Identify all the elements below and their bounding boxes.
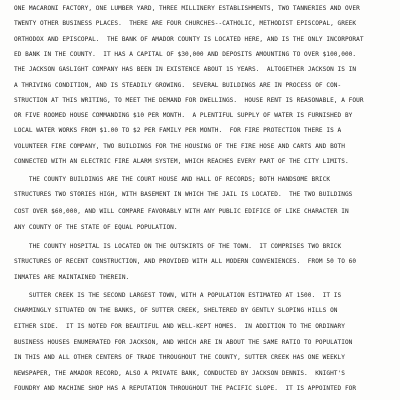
text-line: NEWSPAPER, THE AMADOR RECORD, ALSO A PRIVATE BANK, CONDUCTED BY JACKSON DENNIS. KNIGHT'S [14, 370, 345, 377]
text-line: SUTTER CREEK IS THE SECOND LARGEST TOWN, WITH A POPULATION ESTIMATED AT 1500. IT IS [14, 292, 342, 299]
text-line: STRUCTURES OF RECENT CONSTRUCTION, AND PROVIDED WITH ALL MODERN CONVENIENCES. FROM 50 TO 60 [14, 258, 357, 265]
text-line: CONNECTED WITH AN ELECTRIC FIRE ALARM SYSTEM, WHICH REACHES EVERY PART OF THE CITY LIMITS. [14, 158, 349, 165]
text-line: ANY COUNTY OF THE STATE OF EQUAL POPULATION. [14, 224, 178, 231]
text-line: THE COUNTY BUILDINGS ARE THE COURT HOUSE AND HALL OF RECORDS; BOTH HANDSOME BRICK [14, 176, 331, 183]
text-line: VOLUNTEER FIRE COMPANY, TWO BUILDINGS FOR THE HOUSING OF THE FIRE HOSE AND CARTS AND BOTH [14, 143, 345, 150]
text-line: COST OVER $60,000, AND WILL COMPARE FAVORABLY WITH ANY PUBLIC EDIFICE OF LIKE CHARACTER IN [14, 208, 349, 215]
text-line: STRUCTION AT THIS WRITING, TO MEET THE DEMAND FOR DWELLINGS. HOUSE RENT IS REASONABLE, A FOUR [14, 97, 364, 104]
text-line: THE COUNTY HOSPITAL IS LOCATED ON THE OUTSKIRTS OF THE TOWN. IT COMPRISES TWO BRICK [14, 243, 342, 250]
text-line: OR FIVE ROOMED HOUSE COMMANDING $10 PER MONTH. A PLENTIFUL SUPPLY OF WATER IS FURNISHED BY [14, 112, 353, 119]
text-line: TWENTY OTHER BUSINESS PLACES. THERE ARE FOUR CHURCHES--CATHOLIC, METHODIST EPISCOPAL, GREEK [14, 20, 357, 27]
text-line: FOUNDRY AND MACHINE SHOP HAS A REPUTATION THROUGHOUT THE PACIFIC SLOPE. IT IS APPOINTED FOR [14, 385, 357, 392]
text-line: LOCAL WATER WORKS FROM $1.00 TO $2 PER FAMILY PER MONTH. FOR FIRE PROTECTION THERE IS A [14, 127, 342, 134]
text-line: ORTHODOX AND EPISCOPAL. THE BANK OF AMADOR COUNTY IS LOCATED HERE, AND IS THE ONLY INCORPORAT [14, 36, 364, 43]
text-line: IN THIS AND ALL OTHER CENTERS OF TRADE THROUGHOUT THE COUNTY, SUTTER CREEK HAS ONE WEEKLY [14, 354, 345, 361]
text-line: A THRIVING CONDITION, AND IS STEADILY GROWING. SEVERAL BUILDINGS ARE IN PROCESS OF CON- [14, 82, 342, 89]
text-line: ED BANK IN THE COUNTY. IT HAS A CAPITAL OF $30,000 AND DEPOSITS AMOUNTING TO OVER $100,000. [14, 51, 357, 58]
text-line: BUSINESS HOUSES ENUMERATED FOR JACKSON, AND WHICH ARE IN ABOUT THE SAME RATIO TO POPULATION [14, 339, 353, 346]
text-line: ONE MACARONI FACTORY, ONE LUMBER YARD, THREE MILLINERY ESTABLISHMENTS, TWO TANNERIES AND OVER [14, 5, 360, 12]
text-line: CHARMINGLY SITUATED ON THE BANKS, OF SUTTER CREEK, SHELTERED BY GENTLY SLOPING HILLS ON [14, 307, 338, 314]
text-line: EITHER SIDE. IT IS NOTED FOR BEAUTIFUL AND WELL-KEPT HOMES. IN ADDITION TO THE ORDINARY [14, 323, 345, 330]
text-line: STRUCTURES TWO STORIES HIGH, WITH BASEMENT IN WHICH THE JAIL IS LOCATED. THE TWO BUILDINGS [14, 191, 353, 198]
text-line: INMATES ARE MAINTAINED THEREIN. [14, 274, 130, 281]
text-line: THE JACKSON GASLIGHT COMPANY HAS BEEN IN EXISTENCE ABOUT 15 YEARS. ALTOGETHER JACKSON IS IN [14, 66, 357, 73]
